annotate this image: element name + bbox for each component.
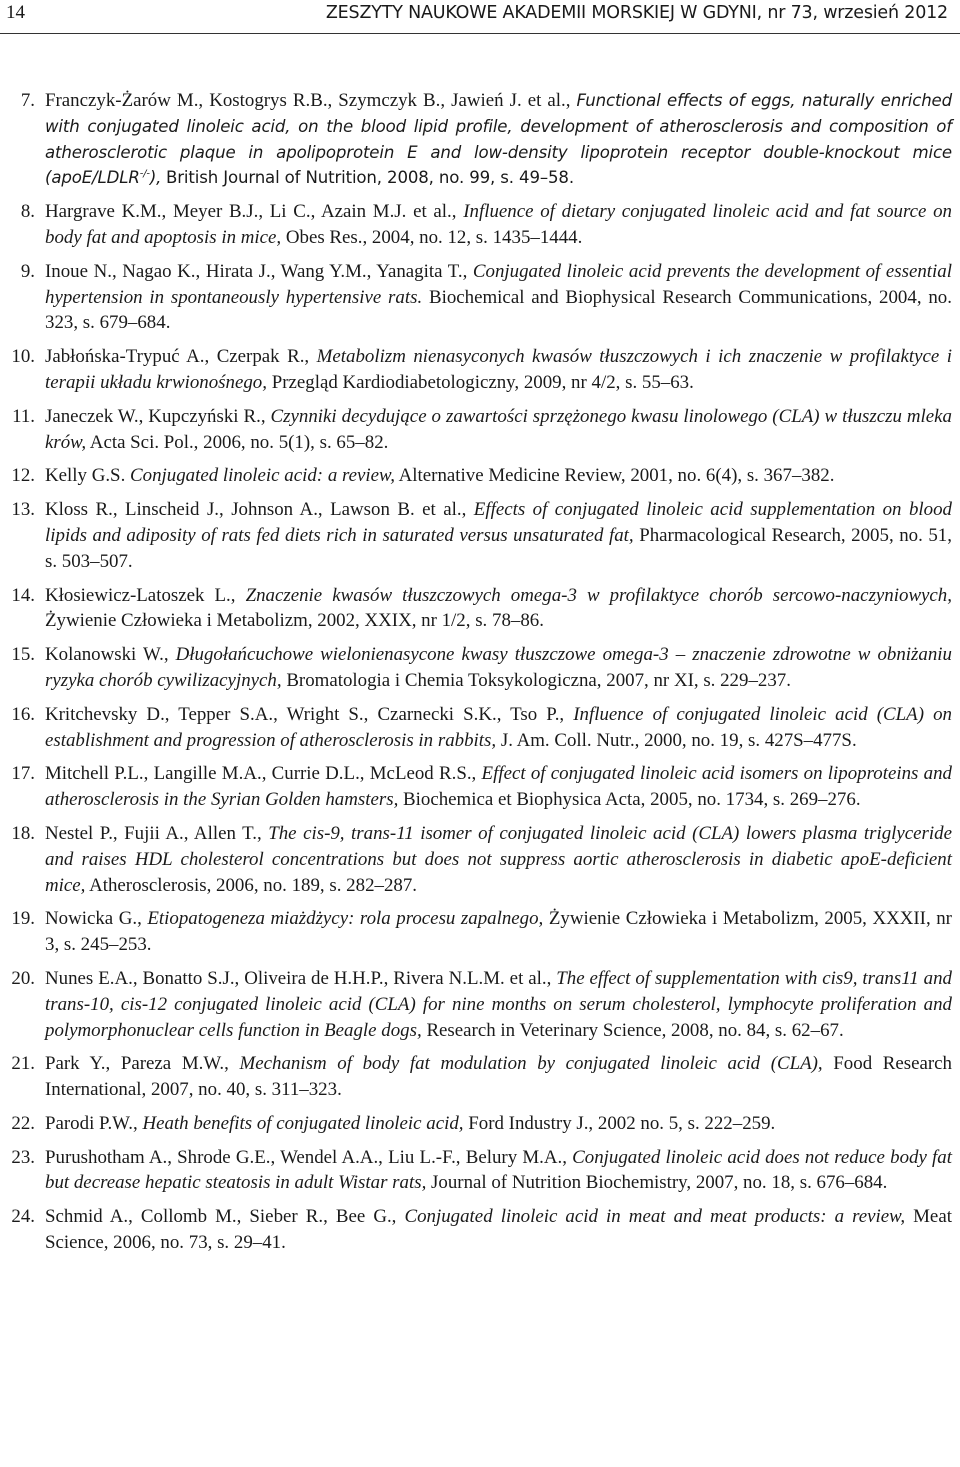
reference-title: Influence of dietary conjugated linoleic acid and fat source on body fat and apoptosis in mice, bbox=[45, 201, 952, 248]
reference-number: 23. bbox=[11, 1146, 35, 1168]
reference-number: 22. bbox=[11, 1112, 35, 1134]
reference-number: 24. bbox=[11, 1206, 35, 1228]
reference-title: Effects of conjugated linoleic acid supplementation on blood lipids and adiposity of rats fed diets rich in saturated versus unsaturated fat, bbox=[45, 499, 952, 546]
reference-source: Journal of Nutrition Biochemistry, 2007, no. 18, s. 676–684. bbox=[431, 1172, 888, 1194]
reference-source: Biochemical and Biophysical Research Communications, 2004, no. 323, s. 679–684. bbox=[45, 286, 952, 334]
reference-title: Conjugated linoleic acid prevents the development of essential hypertension in spontaneously hypertensive rats. bbox=[45, 260, 952, 308]
reference-item bbox=[8, 404, 952, 456]
reference-source: Biochemica et Biophysica Acta, 2005, no. 1734, s. 269–276. bbox=[403, 789, 861, 811]
reference-authors: Kloss R., Linscheid J., Johnson A., Lawson B. et al., bbox=[45, 499, 467, 521]
reference-authors: Inoue N., Nagao K., Hirata J., Wang Y.M., Yanagita T., bbox=[45, 260, 468, 282]
reference-title: Mechanism of body fat modulation by conjugated linoleic acid (CLA), bbox=[239, 1053, 823, 1075]
reference-number: 19. bbox=[11, 908, 35, 930]
reference-title: Conjugated linoleic acid: a review, bbox=[130, 465, 395, 487]
reference-authors: Nunes E.A., Bonatto S.J., Oliveira de H.H.P., Rivera N.L.M. et al., bbox=[45, 967, 552, 989]
reference-number: 15. bbox=[11, 644, 35, 666]
reference-title: The effect of supplementation with cis9, trans11 and trans-10, cis-12 conjugated linoleic acid (CLA) for nine months on serum cholesterol, lymphocyte proliferation and polymorphonuclear cells function in Beagle dogs, bbox=[45, 967, 952, 1041]
reference-item bbox=[8, 259, 952, 336]
reference-authors: Schmid A., Collomb M., Sieber R., Bee G., bbox=[45, 1206, 397, 1228]
reference-number: 12. bbox=[11, 465, 35, 487]
reference-title: Conjugated linoleic acid in meat and meat products: a review, bbox=[404, 1206, 906, 1228]
reference-number: 17. bbox=[11, 763, 35, 785]
reference-title: Metabolizm nienasyconych kwasów tłuszczowych i ich znaczenie w profilaktyce i terapii układu krwionośnego, bbox=[45, 346, 952, 393]
reference-list bbox=[8, 88, 952, 1264]
reference-title: Etiopatogeneza miażdżycy: rola procesu zapalnego, bbox=[147, 908, 544, 930]
reference-authors: Kłosiewicz-Latoszek L., bbox=[45, 584, 236, 606]
reference-number: 8. bbox=[20, 201, 35, 223]
reference-authors: Mitchell P.L., Langille M.A., Currie D.L., McLeod R.S., bbox=[45, 763, 477, 785]
reference-source: Pharmacological Research, 2005, no. 51, s. 503–507. bbox=[45, 524, 952, 572]
reference-item bbox=[8, 497, 952, 574]
reference-number: 20. bbox=[11, 967, 35, 989]
reference-number: 13. bbox=[11, 499, 35, 521]
reference-source: Ford Industry J., 2002 no. 5, s. 222–259. bbox=[468, 1112, 776, 1134]
reference-item bbox=[8, 966, 952, 1043]
reference-authors: Parodi P.W., bbox=[45, 1112, 138, 1134]
reference-item bbox=[8, 761, 952, 813]
reference-authors: Nowicka G., bbox=[45, 908, 142, 930]
reference-authors: Jabłońska-Trypuć A., Czerpak R., bbox=[45, 346, 310, 368]
page-header bbox=[0, 0, 960, 40]
reference-title: The cis-9, trans-11 isomer of conjugated linoleic acid (CLA) lowers plasma triglyceride and raises HDL cholesterol concentrations but does not suppress aortic atherosclerosis in diabetic apoE-deficient mice, bbox=[45, 822, 952, 896]
reference-source: Alternative Medicine Review, 2001, no. 6(4), s. 367–382. bbox=[398, 465, 835, 487]
reference-source: Atherosclerosis, 2006, no. 189, s. 282–287. bbox=[89, 874, 418, 896]
reference-number: 10. bbox=[11, 346, 35, 368]
reference-title: Czynniki decydujące o zawartości sprzężonego kwasu linolowego (CLA) w tłuszczu mleka krów, bbox=[45, 405, 952, 453]
reference-source: Meat Science, 2006, no. 73, s. 29–41. bbox=[45, 1206, 952, 1254]
reference-title: Effect of conjugated linoleic acid isomers on lipoproteins and atherosclerosis in the Syrian Golden hamsters, bbox=[45, 763, 952, 811]
reference-title: Conjugated linoleic acid does not reduce body fat but decrease hepatic steatosis in adult Wistar rats, bbox=[45, 1146, 953, 1194]
reference-number: 16. bbox=[11, 703, 35, 725]
reference-item bbox=[8, 583, 952, 635]
header-rule bbox=[0, 33, 960, 34]
reference-source: Bromatologia i Chemia Toksykologiczna, 2007, nr XI, s. 229–237. bbox=[286, 669, 791, 691]
reference-authors: Kolanowski W., bbox=[45, 644, 169, 666]
reference-source: Acta Sci. Pol., 2006, no. 5(1), s. 65–82. bbox=[89, 431, 389, 453]
reference-authors: Nestel P., Fujii A., Allen T., bbox=[45, 822, 262, 844]
reference-item bbox=[8, 344, 952, 396]
reference-authors: Kelly G.S. bbox=[45, 465, 126, 487]
reference-source: Żywienie Człowieka i Metabolizm, 2005, XXXII, nr 3, s. 245–253. bbox=[45, 908, 952, 956]
reference-number: 14. bbox=[11, 584, 35, 606]
reference-authors: Park Y., Pareza M.W., bbox=[45, 1053, 229, 1075]
reference-authors: Hargrave K.M., Meyer B.J., Li C., Azain M.J. et al., bbox=[45, 201, 457, 223]
reference-authors: Janeczek W., Kupczyński R., bbox=[45, 405, 266, 427]
reference-item bbox=[8, 88, 952, 191]
reference-authors: Kritchevsky D., Tepper S.A., Wright S., Czarnecki S.K., Tso P., bbox=[45, 703, 565, 725]
reference-item bbox=[8, 463, 952, 489]
page-number: 14 bbox=[6, 2, 25, 23]
reference-item bbox=[8, 199, 952, 251]
reference-item bbox=[8, 702, 952, 754]
reference-title: Heath benefits of conjugated linoleic acid, bbox=[142, 1112, 464, 1134]
reference-number: 7. bbox=[20, 90, 35, 111]
reference-source: Żywienie Człowieka i Metabolizm, 2002, XXIX, nr 1/2, s. 78–86. bbox=[45, 610, 544, 632]
reference-source: Food Research International, 2007, no. 40, s. 311–323. bbox=[45, 1053, 952, 1101]
reference-item bbox=[8, 1051, 952, 1103]
reference-source: Przegląd Kardiodiabetologiczny, 2009, nr 4/2, s. 55–63. bbox=[271, 371, 694, 393]
reference-title: Długołańcuchowe wielonienasycone kwasy tłuszczowe omega-3 – znaczenie zdrowotne w obniżaniu ryzyka chorób cywilizacyjnych, bbox=[45, 644, 952, 691]
reference-source: J. Am. Coll. Nutr., 2000, no. 19, s. 427S–477S. bbox=[500, 729, 857, 751]
reference-number: 11. bbox=[12, 405, 35, 427]
reference-superscript: -/- bbox=[139, 168, 150, 180]
reference-item bbox=[8, 906, 952, 958]
reference-item bbox=[8, 1145, 952, 1197]
reference-title: Influence of conjugated linoleic acid (CLA) on establishment and progression of atherosclerosis in rabbits, bbox=[45, 703, 952, 751]
reference-source: Research in Veterinary Science, 2008, no. 84, s. 62–67. bbox=[426, 1019, 844, 1041]
reference-title: Znaczenie kwasów tłuszczowych omega-3 w profilaktyce chorób sercowo-naczyniowych, bbox=[245, 584, 952, 606]
reference-item bbox=[8, 821, 952, 898]
reference-number: 21. bbox=[11, 1053, 35, 1075]
reference-authors: Franczyk-Żarów M., Kostogrys R.B., Szymczyk B., Jawień J. et al., bbox=[45, 90, 571, 111]
reference-authors: Purushotham A., Shrode G.E., Wendel A.A., Liu L.-F., Belury M.A., bbox=[45, 1146, 567, 1168]
reference-number: 9. bbox=[20, 260, 35, 282]
reference-item bbox=[8, 642, 952, 694]
running-title: ZESZYTY NAUKOWE AKADEMII MORSKIEJ W GDYNI, nr 73, wrzesień 2012 bbox=[325, 3, 948, 23]
reference-item bbox=[8, 1204, 952, 1256]
reference-item bbox=[8, 1111, 952, 1137]
reference-source: Obes Res., 2004, no. 12, s. 1435–1444. bbox=[285, 226, 583, 248]
reference-source: British Journal of Nutrition, 2008, no. 99, s. 49–58. bbox=[166, 168, 574, 188]
reference-title: Functional effects of eggs, naturally enriched with conjugated linoleic acid, on the blood lipid profile, development of atherosclerosis and composition of atherosclerotic plaque in apolipoprotein E and low-density lipoprotein receptor double-knockout mice (apoE/LDLR-/-), bbox=[45, 91, 952, 188]
reference-number: 18. bbox=[11, 822, 35, 844]
